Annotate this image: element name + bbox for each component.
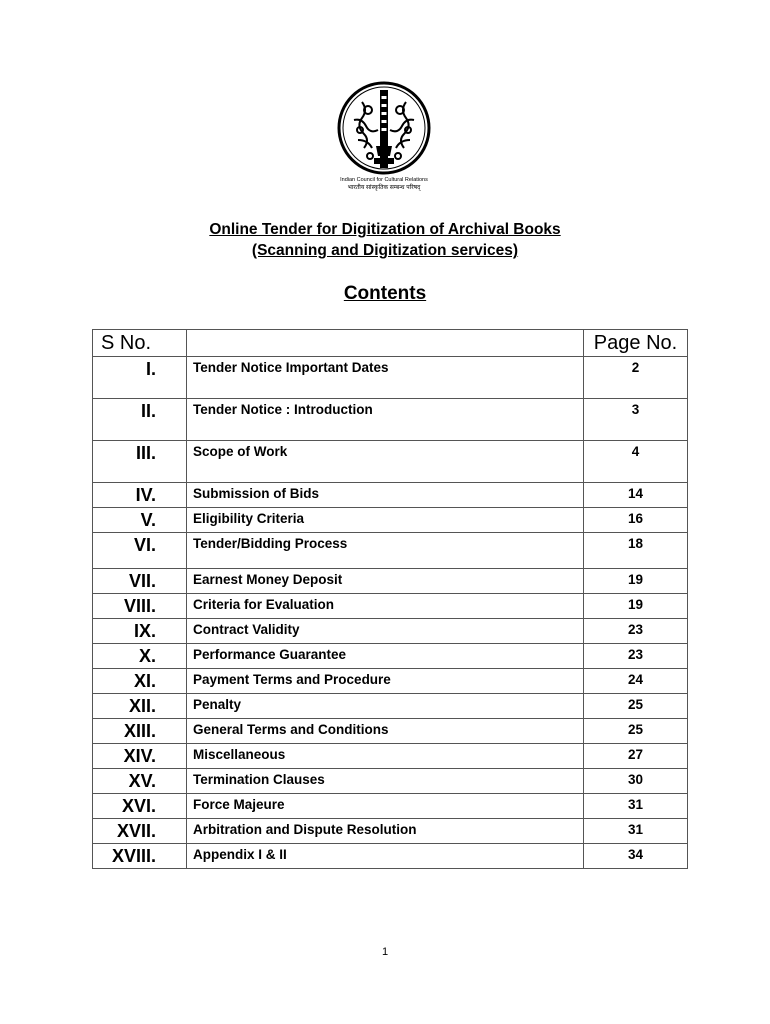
section-title-cell [187, 694, 584, 719]
section-page-number: 23 [627, 622, 644, 637]
row-number: XVIII. [111, 846, 156, 866]
section-title-cell [187, 483, 584, 508]
section-title: Scope of Work [193, 444, 288, 459]
page-number-cell [584, 844, 688, 869]
section-page-number: 27 [627, 747, 644, 762]
row-number: XIII. [123, 721, 156, 741]
section-title-cell [187, 441, 584, 483]
section-title-cell [187, 644, 584, 669]
section-page-number: 31 [627, 797, 644, 812]
table-row [93, 769, 688, 794]
page-number-cell [584, 719, 688, 744]
column-header-page: Page No. [584, 330, 688, 357]
row-number-cell [93, 619, 187, 644]
page-number-cell [584, 483, 688, 508]
contents-table [92, 329, 688, 869]
section-title: Tender Notice Important Dates [193, 360, 389, 375]
section-title: Termination Clauses [193, 772, 325, 787]
row-number: XV. [128, 771, 156, 791]
section-title: Tender/Bidding Process [193, 536, 348, 551]
section-title-cell [187, 744, 584, 769]
page-number: 1 [381, 946, 389, 958]
section-title-cell [187, 399, 584, 441]
page-number-cell [584, 644, 688, 669]
section-title: Earnest Money Deposit [193, 572, 343, 587]
section-title-cell [187, 769, 584, 794]
row-number-cell [93, 483, 187, 508]
section-title: Tender Notice : Introduction [193, 402, 373, 417]
row-number: XIV. [123, 746, 156, 766]
section-page-number: 14 [627, 486, 644, 501]
section-title: Submission of Bids [193, 486, 320, 501]
row-number-cell [93, 744, 187, 769]
section-title-cell [187, 357, 584, 399]
iccr-emblem-icon [332, 80, 436, 176]
row-number: I. [145, 359, 156, 379]
section-page-number: 25 [627, 722, 644, 737]
section-title-cell [187, 719, 584, 744]
row-number-cell [93, 508, 187, 533]
section-title-cell [187, 508, 584, 533]
organization-logo [328, 80, 440, 192]
page-number-cell [584, 399, 688, 441]
section-page-number: 16 [627, 511, 644, 526]
table-row [93, 794, 688, 819]
section-page-number: 24 [627, 672, 644, 687]
section-title-cell [187, 569, 584, 594]
section-title: Miscellaneous [193, 747, 286, 762]
table-row [93, 533, 688, 569]
table-row [93, 644, 688, 669]
row-number: V. [140, 510, 156, 530]
section-page-number: 25 [627, 697, 644, 712]
section-title: Eligibility Criteria [193, 511, 305, 526]
section-page-number: 30 [627, 772, 644, 787]
section-page-number: 23 [627, 647, 644, 662]
page-number-cell [584, 619, 688, 644]
table-row [93, 744, 688, 769]
page-number-cell [584, 569, 688, 594]
page-number-cell [584, 441, 688, 483]
page-number-cell [584, 769, 688, 794]
section-page-number: 18 [627, 536, 644, 551]
table-row [93, 441, 688, 483]
row-number-cell [93, 569, 187, 594]
section-page-number: 19 [627, 597, 644, 612]
row-number-cell [93, 399, 187, 441]
row-number-cell [93, 769, 187, 794]
organization-name-hindi: भारतीय सांस्कृतिक सम्बन्ध परिषद् [347, 185, 421, 191]
row-number-cell [93, 357, 187, 399]
section-title: Force Majeure [193, 797, 285, 812]
section-title-cell [187, 594, 584, 619]
section-page-number: 31 [627, 822, 644, 837]
row-number: X. [138, 646, 156, 666]
title-line-2: (Scanning and Digitization services) [251, 242, 519, 259]
section-page-number: 4 [631, 444, 640, 459]
row-number-cell [93, 819, 187, 844]
table-row [93, 694, 688, 719]
row-number: XVI. [121, 796, 156, 816]
table-header-row [93, 330, 688, 357]
section-title: Payment Terms and Procedure [193, 672, 391, 687]
row-number: VI. [133, 535, 156, 555]
row-number-cell [93, 794, 187, 819]
page-number-cell [584, 357, 688, 399]
section-title-cell [187, 819, 584, 844]
row-number: XII. [128, 696, 156, 716]
section-page-number: 3 [631, 402, 640, 417]
section-title-cell [187, 533, 584, 569]
row-number: III. [135, 443, 156, 463]
row-number-cell [93, 694, 187, 719]
page-number-cell [584, 794, 688, 819]
section-title: Arbitration and Dispute Resolution [193, 822, 417, 837]
section-title: Contract Validity [193, 622, 300, 637]
section-title-cell [187, 794, 584, 819]
row-number-cell [93, 719, 187, 744]
row-number: IV. [135, 485, 156, 505]
page-number-cell [584, 744, 688, 769]
section-title: Appendix I & II [193, 847, 287, 862]
row-number: XVII. [116, 821, 156, 841]
table-row [93, 569, 688, 594]
page-number-cell [584, 533, 688, 569]
table-row [93, 719, 688, 744]
table-row [93, 508, 688, 533]
column-header-sno: S No. [93, 330, 187, 357]
column-header-section [187, 330, 584, 357]
section-title: Performance Guarantee [193, 647, 347, 662]
row-number-cell [93, 644, 187, 669]
organization-name-english: Indian Council for Cultural Relations [340, 177, 428, 183]
table-row [93, 483, 688, 508]
table-row [93, 357, 688, 399]
row-number-cell [93, 441, 187, 483]
section-title: Criteria for Evaluation [193, 597, 335, 612]
section-title: Penalty [193, 697, 242, 712]
table-row [93, 669, 688, 694]
row-number: VII. [128, 571, 156, 591]
row-number: VIII. [123, 596, 156, 616]
page-number-cell [584, 594, 688, 619]
row-number-cell [93, 844, 187, 869]
document-title [0, 219, 770, 261]
row-number: IX. [133, 621, 156, 641]
section-page-number: 19 [627, 572, 644, 587]
page-number-cell [584, 694, 688, 719]
table-row [93, 844, 688, 869]
section-page-number: 34 [627, 847, 644, 862]
row-number: XI. [133, 671, 156, 691]
page-number-cell [584, 819, 688, 844]
page-number-cell [584, 508, 688, 533]
row-number-cell [93, 594, 187, 619]
section-title-cell [187, 844, 584, 869]
section-title-cell [187, 669, 584, 694]
table-row [93, 594, 688, 619]
page-number-cell [584, 669, 688, 694]
row-number-cell [93, 533, 187, 569]
section-title: General Terms and Conditions [193, 722, 389, 737]
title-line-1: Online Tender for Digitization of Archival Books [209, 221, 561, 238]
section-title-cell [187, 619, 584, 644]
table-row [93, 619, 688, 644]
row-number: II. [140, 401, 156, 421]
row-number-cell [93, 669, 187, 694]
section-page-number: 2 [631, 360, 640, 375]
table-row [93, 399, 688, 441]
contents-heading: Contents [343, 283, 427, 304]
table-row [93, 819, 688, 844]
